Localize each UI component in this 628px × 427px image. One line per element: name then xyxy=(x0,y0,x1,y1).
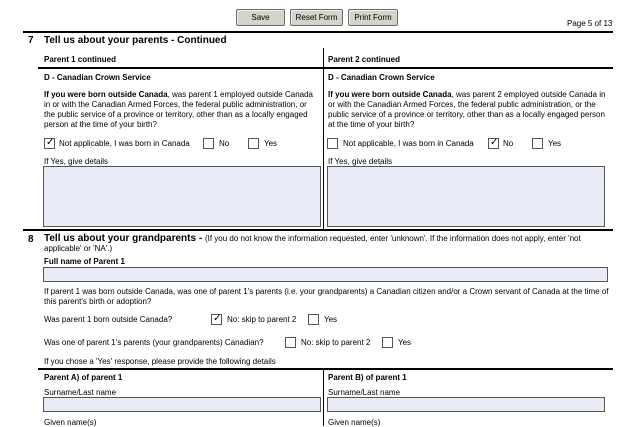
fullname-parent1-label: Full name of Parent 1 xyxy=(44,257,125,266)
fullname-parent1-input[interactable] xyxy=(43,267,608,282)
p1-crown-service-subtitle: D - Canadian Crown Service xyxy=(44,73,151,82)
section-8-heading xyxy=(44,234,604,254)
check-icon: ✓ xyxy=(46,137,55,148)
parent-1-continued-header: Parent 1 continued xyxy=(44,55,117,64)
section-8-title: Tell us about your grandparents - xyxy=(44,233,205,244)
p2-not-applicable-checkbox[interactable] xyxy=(327,138,338,149)
q1-yes-checkbox[interactable] xyxy=(308,314,319,325)
parent-b-surname-input[interactable] xyxy=(327,397,605,412)
q2-no-checkbox[interactable] xyxy=(285,337,296,348)
section-7-top-rule xyxy=(23,31,613,33)
p1-details-label: If Yes, give details xyxy=(44,157,109,166)
p1-details-textarea[interactable] xyxy=(43,166,321,227)
section-7-number: 7 xyxy=(28,35,34,46)
parent-b-header: Parent B) of parent 1 xyxy=(328,373,407,382)
section-7-header-rule xyxy=(38,67,613,69)
section-7-column-divider xyxy=(323,48,324,229)
q2-yes-checkbox[interactable] xyxy=(382,337,393,348)
p1-yes-checkbox[interactable] xyxy=(248,138,259,149)
parent-a-surname-label: Surname/Last name xyxy=(44,388,117,397)
q1-born-outside-label: Was parent 1 born outside Canada? xyxy=(44,315,173,324)
parent-a-given-label: Given name(s) xyxy=(44,418,97,427)
p2-yes-checkbox[interactable] xyxy=(532,138,543,149)
grandparents-intro-text: If parent 1 was born outside Canada, was one of parent 1's parents (i.e. your grandparents) a Canadian citizen and/or a Crown servant of Canada at the time of this parent's birth or adoption? xyxy=(44,287,609,306)
parent-a-surname-input[interactable] xyxy=(43,397,321,412)
parent-b-surname-label: Surname/Last name xyxy=(328,388,401,397)
p2-no-checkbox[interactable] xyxy=(488,138,499,149)
p1-yes-label: Yes xyxy=(264,139,278,148)
q1-no-checkbox[interactable] xyxy=(211,314,222,325)
p1-crown-service-question: If you were born outside Canada, was parent 1 employed outside Canada in or with the Canadian Armed Forces, the federal public administration, or the public service of a province or territory, other than as a locally engaged person at the time of your birth? xyxy=(44,90,314,129)
p1-not-applicable-checkbox[interactable] xyxy=(44,138,55,149)
section-8-number: 8 xyxy=(28,234,34,245)
parent-a-header: Parent A) of parent 1 xyxy=(44,373,123,382)
save-button[interactable]: Save xyxy=(236,9,285,26)
section-8-top-rule xyxy=(23,229,613,231)
parent-2-continued-header: Parent 2 continued xyxy=(328,55,401,64)
q2-yes-label: Yes xyxy=(398,338,412,347)
p1-no-label: No xyxy=(219,139,230,148)
p2-yes-label: Yes xyxy=(548,139,562,148)
section-8-columns-rule xyxy=(38,368,613,370)
section-8-note: (If you do not know the information requested, enter 'unknown'. If the information does not apply, enter 'not applicable' or 'NA'.) xyxy=(44,234,581,253)
reset-form-button[interactable]: Reset Form xyxy=(290,9,343,26)
parent-b-given-label: Given name(s) xyxy=(328,418,381,427)
yes-response-note: If you chose a 'Yes' response, please provide the following details xyxy=(44,357,276,366)
q2-no-label: No: skip to parent 2 xyxy=(301,338,371,347)
p2-details-textarea[interactable] xyxy=(327,166,605,227)
check-icon: ✓ xyxy=(213,313,222,324)
q2-grandparents-canadian-label: Was one of parent 1's parents (your grandparents) Canadian? xyxy=(44,338,264,347)
print-form-button[interactable]: Print Form xyxy=(348,9,398,26)
q1-yes-label: Yes xyxy=(324,315,338,324)
p2-crown-service-subtitle: D - Canadian Crown Service xyxy=(328,73,435,82)
check-icon: ✓ xyxy=(490,137,499,148)
q1-no-label: No: skip to parent 2 xyxy=(227,315,297,324)
p1-no-checkbox[interactable] xyxy=(203,138,214,149)
section-8-column-divider xyxy=(323,369,324,426)
p2-no-label: No xyxy=(503,139,514,148)
page-number: Page 5 of 13 xyxy=(567,19,613,28)
p2-details-label: If Yes, give details xyxy=(328,157,393,166)
p1-not-applicable-label: Not applicable, I was born in Canada xyxy=(59,139,190,148)
p2-not-applicable-label: Not applicable, I was born in Canada xyxy=(343,139,474,148)
section-7-title: Tell us about your parents - Continued xyxy=(44,35,227,46)
p2-crown-service-question: If you were born outside Canada, was parent 2 employed outside Canada in or with the Canadian Armed Forces, the federal public administration, or the public service of a province or territory, other than as a locally engaged person at the time of your birth? xyxy=(328,90,606,129)
